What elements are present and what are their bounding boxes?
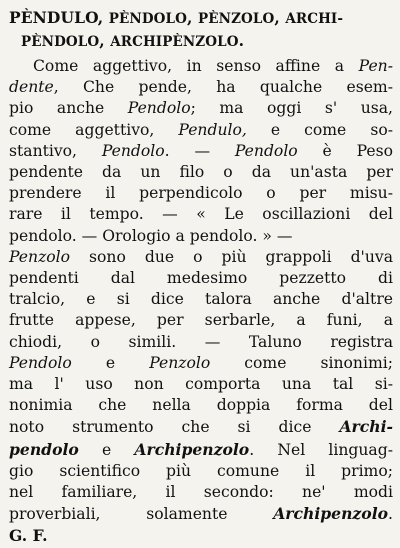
emphasized-word: Pendulo, [178, 120, 247, 139]
heading-separator: , [186, 8, 198, 27]
heading-period: . [238, 31, 245, 50]
text-line [9, 416, 393, 438]
text-line [9, 226, 393, 247]
text-run: è Peso [297, 141, 393, 160]
emphasized-word: Pen- [358, 57, 393, 75]
heading-line [9, 7, 393, 30]
emphasized-word: Penzolo [9, 247, 71, 266]
emphasized-word: Penzolo [149, 353, 211, 372]
heading-line [9, 30, 393, 53]
text-line [9, 503, 393, 525]
text-line [9, 310, 393, 331]
text-run: . [388, 505, 393, 524]
text-line [9, 395, 393, 416]
headword-pendolo: PÈNDOLO [108, 11, 187, 27]
text-run: prendere il perpendicolo o per misu- [9, 184, 393, 203]
heading-separator: , [99, 31, 111, 50]
text-line [9, 482, 393, 503]
text-run: , Che pende, ha qualche esem- [53, 78, 393, 97]
text-run: pio anche [9, 99, 128, 118]
text-line [9, 353, 393, 374]
emphasized-word: pendolo [9, 439, 79, 459]
emphasized-word: Archipenzolo [134, 439, 250, 459]
text-line [9, 141, 393, 162]
text-line [9, 77, 393, 98]
text-run: gio scientifico più comune il primo; [9, 461, 393, 480]
emphasized-word: Archipenzolo [273, 504, 389, 524]
text-run: stantivo, [9, 141, 102, 160]
text-run: . Nel linguag- [249, 440, 393, 459]
emphasized-word: Pendolo [127, 99, 191, 118]
text-run: . — [164, 141, 235, 160]
text-line [9, 332, 393, 353]
text-line [9, 268, 393, 289]
headword-pendulo: PÈNDULO, [9, 8, 109, 27]
text-line [9, 247, 393, 268]
text-run: sono due o più grappoli d'uva [70, 247, 393, 266]
text-run: e [71, 353, 150, 372]
text-run: pendenti dal medesimo pezzetto di [9, 269, 393, 288]
text-line [9, 56, 393, 77]
text-run: tralcio, e si dice talora anche d'altre [9, 290, 393, 309]
text-run: frutte appese, per serbarle, a funi, a [9, 311, 393, 330]
text-line [9, 461, 393, 482]
text-line [9, 525, 393, 547]
text-run: ma l' uso non comporta una tal si- [9, 375, 393, 394]
text-run: pendolo. — Orologio a pendolo. » — [9, 226, 293, 245]
text-line [9, 162, 393, 183]
text-line [9, 439, 393, 461]
text-line [9, 183, 393, 204]
text-run: noto strumento che si dice [9, 418, 340, 437]
entry-body-text [9, 56, 393, 548]
text-run: rare il tempo. — « Le oscillazioni del [9, 205, 393, 224]
emphasized-word: Pendolo [234, 141, 298, 160]
text-run: come aggettivo, [9, 120, 179, 139]
text-run: nonimia che nella doppia forma del [9, 396, 393, 415]
author-signature: G. F. [9, 526, 48, 546]
emphasized-word: Pendolo [9, 353, 72, 372]
text-line [9, 204, 393, 225]
text-line [9, 98, 393, 119]
text-line [9, 374, 393, 395]
text-run: Come aggettivo, in senso affine a [33, 57, 359, 75]
heading-separator: , [274, 8, 286, 27]
headword-penzolo: PÈNZOLO [197, 11, 275, 27]
text-run: proverbiali, solamente [9, 505, 274, 524]
emphasized-word: dente [9, 78, 54, 97]
text-run: ; ma oggi s' usa, [190, 99, 393, 118]
entry-heading [9, 7, 393, 53]
headword-archipendolo: PÈNDOLO [21, 34, 100, 50]
text-run: pendente da un filo o da un'asta per [9, 163, 393, 182]
text-run: e [78, 440, 135, 459]
text-line [9, 289, 393, 310]
headword-archipenzolo: ARCHIPÈNZOLO [110, 34, 239, 50]
emphasized-word: Archi- [339, 417, 393, 437]
emphasized-word: Pendolo [101, 141, 165, 160]
text-run: nel familiare, il secondo: ne' modi [9, 483, 393, 502]
text-run: chiodi, o simili. — Taluno registra [9, 332, 393, 351]
headword-archi: ARCHI- [285, 11, 344, 27]
text-run: e come so- [246, 120, 393, 139]
text-line [9, 120, 393, 141]
text-run: come sinonimi; [210, 353, 393, 372]
